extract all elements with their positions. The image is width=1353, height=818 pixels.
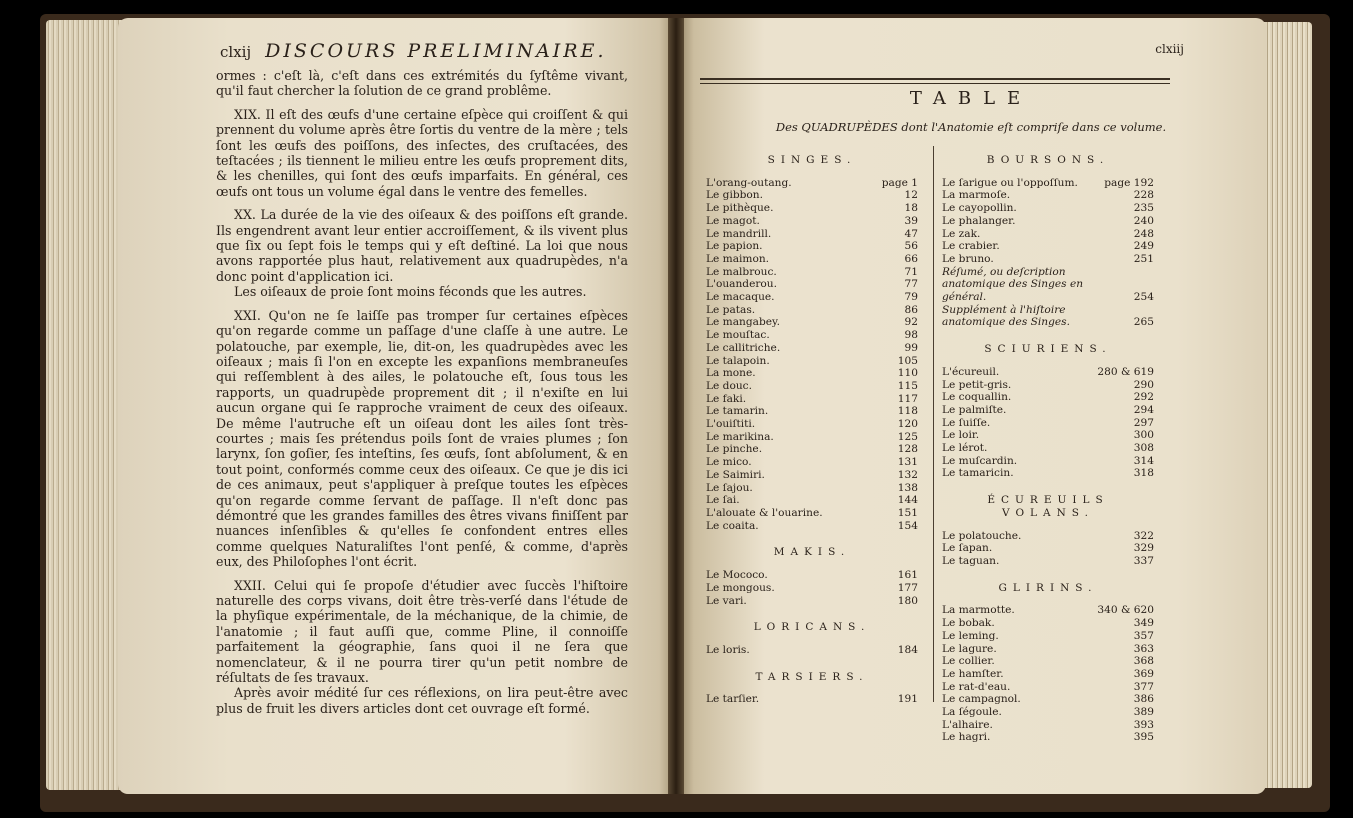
entry-page-number: 235 <box>1133 202 1154 215</box>
book-gutter <box>668 18 684 794</box>
entry-page-number: 249 <box>1133 240 1154 253</box>
index-entry <box>706 456 918 469</box>
index-entry <box>706 405 918 418</box>
section-heading: LORICANS. <box>753 621 871 634</box>
entry-page-number: 161 <box>897 569 918 582</box>
index-entry <box>942 417 1154 430</box>
entry-name: La mone. <box>706 367 756 380</box>
entry-page-number: 337 <box>1133 554 1154 567</box>
index-entry <box>706 507 918 520</box>
table-subtitle: Des QUADRUPÈDES dont l'Anatomie eſt compriſe dans ce volume. <box>775 120 1167 134</box>
index-entry <box>942 706 1154 719</box>
paragraph: ormes : c'eſt là, c'eſt dans ces extrémités du ſyſtême vivant, qu'il faut chercher la ſolution de ce grand problême. <box>216 68 628 99</box>
entry-name: Le hamſter. <box>942 667 1004 680</box>
entry-page-number: 132 <box>897 468 918 481</box>
entry-name: Le muſcardin. <box>942 454 1018 467</box>
index-entry <box>706 494 918 507</box>
index-entry <box>706 431 918 444</box>
entry-page-number: page 192 <box>1104 176 1154 189</box>
section-gap <box>706 532 918 542</box>
entry-page-number: 322 <box>1133 529 1154 542</box>
entry-page-number: 115 <box>897 379 918 392</box>
section-gap <box>942 480 1154 490</box>
entry-page-number: 177 <box>897 581 918 594</box>
section-heading: ÉCUREUILS VOLANS. <box>987 494 1109 519</box>
index-entry <box>942 530 1154 543</box>
left-body-text <box>216 68 628 724</box>
index-entry <box>706 482 918 495</box>
entry-page-number: 71 <box>904 265 918 278</box>
index-entry <box>706 595 918 608</box>
section-heading: SCIURIENS. <box>984 343 1112 356</box>
index-entry <box>706 418 918 431</box>
index-entry <box>942 240 1154 253</box>
index-entry <box>706 520 918 533</box>
entry-page-number: 300 <box>1133 429 1154 442</box>
entry-name: Le ſapan. <box>942 542 993 555</box>
index-entry <box>942 731 1154 744</box>
entry-name: Le lérot. <box>942 442 988 455</box>
entry-name: Le phalanger. <box>942 214 1016 227</box>
section-heading: GLIRINS. <box>998 581 1098 594</box>
index-entry <box>942 442 1154 455</box>
index-entry <box>706 228 918 241</box>
entry-name: Le zak. <box>942 227 981 240</box>
entry-page-number: 297 <box>1133 416 1154 429</box>
entry-page-number: 357 <box>1133 629 1154 642</box>
index-entry <box>706 569 918 582</box>
running-title: DISCOURS PRELIMINAIRE. <box>265 40 607 62</box>
entry-name: Le leming. <box>942 629 999 642</box>
entry-page-number: 120 <box>897 418 918 431</box>
index-entry <box>706 278 918 291</box>
entry-page-number: 393 <box>1133 718 1154 731</box>
entry-name: Le cayopollin. <box>942 202 1017 215</box>
entry-page-number: 125 <box>897 430 918 443</box>
entry-page-number: 254 <box>1133 291 1154 304</box>
index-entry <box>942 693 1154 706</box>
entry-name: Le mico. <box>706 456 752 469</box>
entry-name: Le tamaricin. <box>942 467 1014 480</box>
index-entry <box>942 253 1154 266</box>
left-header <box>220 40 607 62</box>
index-entry <box>706 693 918 706</box>
entry-page-number: 77 <box>904 278 918 291</box>
column-divider <box>933 146 934 702</box>
header-rule <box>700 78 1170 84</box>
entry-name: Le polatouche. <box>942 529 1022 542</box>
entry-name: L'ouiſtiti. <box>706 418 756 431</box>
entry-name: Le ſajou. <box>706 481 753 494</box>
index-entry <box>942 404 1154 417</box>
paragraph: XXI. Qu'on ne ſe laiſſe pas tromper ſur certaines eſpèces qu'on regarde comme un paſſage d'une claſſe à une autre. Le polatouche, par exemple, lie, dit-on, les quadrupèdes avec les oiſeaux ; mais ſi l'on en excepte les expanſions membraneuſes qui reſſemblent à des ailes, le polatouche eſt, ſous tous les rapports, un quadrupède proprement dit ; il n'exiſte en lui aucun organe qui ſe rapproche vraiment de ceux des oiſeaux. De même l'autruche eſt un oiſeau dont les ailes ſont très-courtes ; mais ſes prétendus poils ſont de vraies plumes ; ſon larynx, ſon goſier, ſes inteſtins, ſes œufs, ſont abſolument, & en tout point, conformés comme ceux des oiſeaux. Ce que je dis ici de ces animaux, peut s'appliquer à preſque toutes les eſpèces qu'on regarde comme ſervant de paſſage. Il n'eſt donc pas démontré que les grandes familles des êtres vivans finiſſent par nuances inſenſibles & qu'elles ſe confondent entres elles comme quelques Naturaliſtes l'ont penſé, & comme, d'après eux, des Philoſophes l'ont écrit. <box>216 307 628 570</box>
index-entry <box>942 630 1154 643</box>
entry-page-number: 138 <box>897 481 918 494</box>
entry-name: Réſumé, ou deſcription anatomique des Singes en général. <box>942 265 1084 304</box>
index-entry <box>706 304 918 317</box>
entry-name: Le talapoin. <box>706 354 770 367</box>
section-heading: TARSIERS. <box>755 670 869 683</box>
entry-name: Le crabier. <box>942 240 1000 253</box>
entry-page-number: 251 <box>1133 252 1154 265</box>
entry-page-number: 92 <box>904 316 918 329</box>
entry-name: Le collier. <box>942 655 995 668</box>
index-entry <box>942 542 1154 555</box>
index-entry <box>942 655 1154 668</box>
entry-page-number: 154 <box>897 519 918 532</box>
entry-page-number: 280 & 619 <box>1097 365 1154 378</box>
index-entry <box>706 329 918 342</box>
index-entry <box>942 617 1154 630</box>
left-page-number: clxij <box>220 43 252 61</box>
entry-page-number: 99 <box>904 341 918 354</box>
entry-page-number: 318 <box>1133 467 1154 480</box>
entry-name: Le coquallin. <box>942 391 1012 404</box>
index-entry <box>942 304 1154 329</box>
entry-name: Le rat-d'eau. <box>942 680 1011 693</box>
index-entry <box>942 455 1154 468</box>
section-gap <box>942 568 1154 578</box>
entry-page-number: 184 <box>897 643 918 656</box>
index-entry <box>942 719 1154 732</box>
index-entry <box>942 668 1154 681</box>
entry-page-number: 386 <box>1133 693 1154 706</box>
entry-name: Le petit-gris. <box>942 378 1012 391</box>
entry-name: Le vari. <box>706 594 747 607</box>
entry-page-number: 110 <box>897 367 918 380</box>
entry-name: Le malbrouc. <box>706 265 777 278</box>
entry-page-number: 329 <box>1133 542 1154 555</box>
index-entry <box>706 291 918 304</box>
index-entry <box>706 367 918 380</box>
entry-name: Le ſuiſſe. <box>942 416 991 429</box>
index-entry <box>706 316 918 329</box>
entry-page-number: 39 <box>904 214 918 227</box>
entry-page-number: 389 <box>1133 706 1154 719</box>
section-gap <box>706 657 918 667</box>
index-entry <box>942 202 1154 215</box>
entry-name: Le bruno. <box>942 252 994 265</box>
index-entry <box>942 555 1154 568</box>
entry-page-number: 292 <box>1133 391 1154 404</box>
entry-name: Le gibbon. <box>706 189 763 202</box>
left-page <box>118 18 676 794</box>
entry-page-number: 294 <box>1133 403 1154 416</box>
index-entry <box>706 215 918 228</box>
entry-name: Le lagure. <box>942 642 997 655</box>
entry-name: La marmotte. <box>942 604 1015 617</box>
table-title: TABLE <box>909 88 1033 109</box>
entry-name: Le pinche. <box>706 443 763 456</box>
entry-name: La marmoſe. <box>942 189 1011 202</box>
entry-page-number: 377 <box>1133 680 1154 693</box>
entry-page-number: 131 <box>897 456 918 469</box>
entry-name: Le macaque. <box>706 291 775 304</box>
index-entry <box>706 177 918 190</box>
entry-name: Le pithèque. <box>706 202 774 215</box>
entry-name: Le marikina. <box>706 430 774 443</box>
paragraph: Après avoir médité ſur ces réflexions, on lira peut-être avec plus de fruit les divers articles dont cet ouvrage eſt formé. <box>216 685 628 716</box>
entry-name: Le loris. <box>706 643 750 656</box>
entry-name: Le papion. <box>706 240 763 253</box>
section-heading: MAKIS. <box>773 546 851 559</box>
entry-page-number: 144 <box>897 494 918 507</box>
entry-name: Le coaita. <box>706 519 759 532</box>
index-entry <box>706 380 918 393</box>
entry-page-number: 18 <box>904 202 918 215</box>
entry-name: Le Mococo. <box>706 569 768 582</box>
section-gap <box>942 329 1154 339</box>
entry-page-number: 308 <box>1133 442 1154 455</box>
entry-name: Le tamarin. <box>706 405 769 418</box>
index-entry <box>942 177 1154 190</box>
index-entry <box>706 342 918 355</box>
index-entry <box>942 604 1154 617</box>
entry-name: Le bobak. <box>942 617 995 630</box>
section-heading: SINGES. <box>767 154 857 166</box>
entry-page-number: 86 <box>904 303 918 316</box>
entry-page-number: page 1 <box>881 176 918 189</box>
index-entry <box>942 391 1154 404</box>
entry-name: Le loir. <box>942 429 980 442</box>
entry-page-number: 395 <box>1133 731 1154 744</box>
entry-page-number: 368 <box>1133 655 1154 668</box>
index-entry <box>706 253 918 266</box>
entry-page-number: 98 <box>904 329 918 342</box>
entry-page-number: 340 & 620 <box>1097 604 1154 617</box>
entry-page-number: 240 <box>1133 214 1154 227</box>
entry-name: La ſégoule. <box>942 706 1002 719</box>
entry-name: Le hagri. <box>942 731 991 744</box>
entry-name: Le ſai. <box>706 494 740 507</box>
entry-page-number: 265 <box>1133 316 1154 329</box>
entry-page-number: 248 <box>1133 227 1154 240</box>
index-entry <box>706 189 918 202</box>
entry-name: Le faki. <box>706 392 747 405</box>
entry-page-number: 363 <box>1133 642 1154 655</box>
index-entry <box>706 644 918 657</box>
index-entry <box>706 202 918 215</box>
entry-name: L'alhaire. <box>942 718 993 731</box>
index-column-left <box>706 150 918 706</box>
entry-name: Le callitriche. <box>706 341 781 354</box>
entry-page-number: 118 <box>897 405 918 418</box>
entry-name: L'orang-outang. <box>706 176 792 189</box>
entry-name: Le ſarigue ou l'oppoſſum. <box>942 176 1078 189</box>
index-entry <box>942 266 1154 304</box>
entry-page-number: 180 <box>897 594 918 607</box>
index-entry <box>942 215 1154 228</box>
index-entry <box>706 443 918 456</box>
entry-page-number: 314 <box>1133 454 1154 467</box>
index-entry <box>942 429 1154 442</box>
entry-page-number: 369 <box>1133 667 1154 680</box>
index-entry <box>706 393 918 406</box>
index-entry <box>942 379 1154 392</box>
index-entry <box>942 366 1154 379</box>
paragraph: XIX. Il eſt des œufs d'une certaine eſpèce qui croiſſent & qui prennent du volume après être ſortis du ventre de la mère ; tels ſont les œufs des poiſſons, des inſectes, des cruſtacées, des teſtacées ; ils tiennent le milieu entre les œufs proprement dits, & les chenilles, qui ſont des œufs imparfaits. En général, ces œufs ont tous un volume égal dans le ventre des femelles. <box>216 106 628 199</box>
entry-page-number: 151 <box>897 506 918 519</box>
section-gap <box>706 607 918 617</box>
entry-page-number: 47 <box>904 227 918 240</box>
right-page <box>676 18 1266 794</box>
section-heading: BOURSONS. <box>986 154 1110 166</box>
entry-name: Le taguan. <box>942 554 1000 567</box>
index-entry <box>706 355 918 368</box>
entry-page-number: 105 <box>897 354 918 367</box>
right-page-number: clxiij <box>1155 42 1184 56</box>
entry-name: L'alouate & l'ouarine. <box>706 506 823 519</box>
entry-page-number: 56 <box>904 240 918 253</box>
entry-name: Supplément à l'hiſtoire anatomique des Singes. <box>942 303 1070 329</box>
index-entry <box>942 189 1154 202</box>
entry-name: Le mongous. <box>706 581 775 594</box>
paragraph: XXII. Celui qui ſe propoſe d'étudier avec ſuccès l'hiſtoire naturelle des corps vivans, doit être très-verſé dans l'étude de la phyſique expérimentale, de la méchanique, de la chimie, de l'anatomie ; il faut auſſi que, comme Pline, il connoiſſe parfaitement la géographie, ſans quoi il ne ſera que nomenclateur, & il ne pourra tirer qu'un petit nombre de réſultats de ſes travaux. <box>216 577 628 686</box>
entry-page-number: 128 <box>897 443 918 456</box>
index-entry <box>706 266 918 279</box>
entry-name: L'ouanderou. <box>706 278 777 291</box>
entry-page-number: 79 <box>904 291 918 304</box>
entry-page-number: 191 <box>897 693 918 706</box>
entry-page-number: 117 <box>897 392 918 405</box>
entry-name: Le tarſier. <box>706 693 760 706</box>
entry-name: Le campagnol. <box>942 693 1021 706</box>
entry-name: Le mouſtac. <box>706 329 770 342</box>
entry-page-number: 290 <box>1133 378 1154 391</box>
paragraph: XX. La durée de la vie des oiſeaux & des poiſſons eſt grande. Ils engendrent avant leur entier accroiſſement, & ils vivent plus que ſix ou ſept fois le temps qui y eſt deſtiné. La loi que nous avons rapportée plus haut, relativement aux quadrupèdes, n'a donc point d'application ici. <box>216 207 628 284</box>
index-entry <box>942 228 1154 241</box>
entry-name: Le patas. <box>706 303 756 316</box>
entry-page-number: 66 <box>904 252 918 265</box>
index-entry <box>942 467 1154 480</box>
entry-name: Le mandrill. <box>706 227 772 240</box>
entry-name: Le maimon. <box>706 252 770 265</box>
entry-page-number: 12 <box>904 189 918 202</box>
index-entry <box>706 240 918 253</box>
entry-page-number: 228 <box>1133 189 1154 202</box>
index-entry <box>706 469 918 482</box>
index-entry <box>942 681 1154 694</box>
entry-name: L'écureuil. <box>942 365 1000 378</box>
entry-name: Le palmiſte. <box>942 403 1007 416</box>
index-entry <box>706 582 918 595</box>
entry-name: Le Saimiri. <box>706 468 765 481</box>
entry-page-number: 349 <box>1133 617 1154 630</box>
index-column-right <box>942 150 1154 744</box>
entry-name: Le douc. <box>706 379 752 392</box>
index-entry <box>942 643 1154 656</box>
entry-name: Le magot. <box>706 214 760 227</box>
paragraph: Les oiſeaux de proie ſont moins féconds que les autres. <box>234 284 587 300</box>
entry-name: Le mangabey. <box>706 316 780 329</box>
